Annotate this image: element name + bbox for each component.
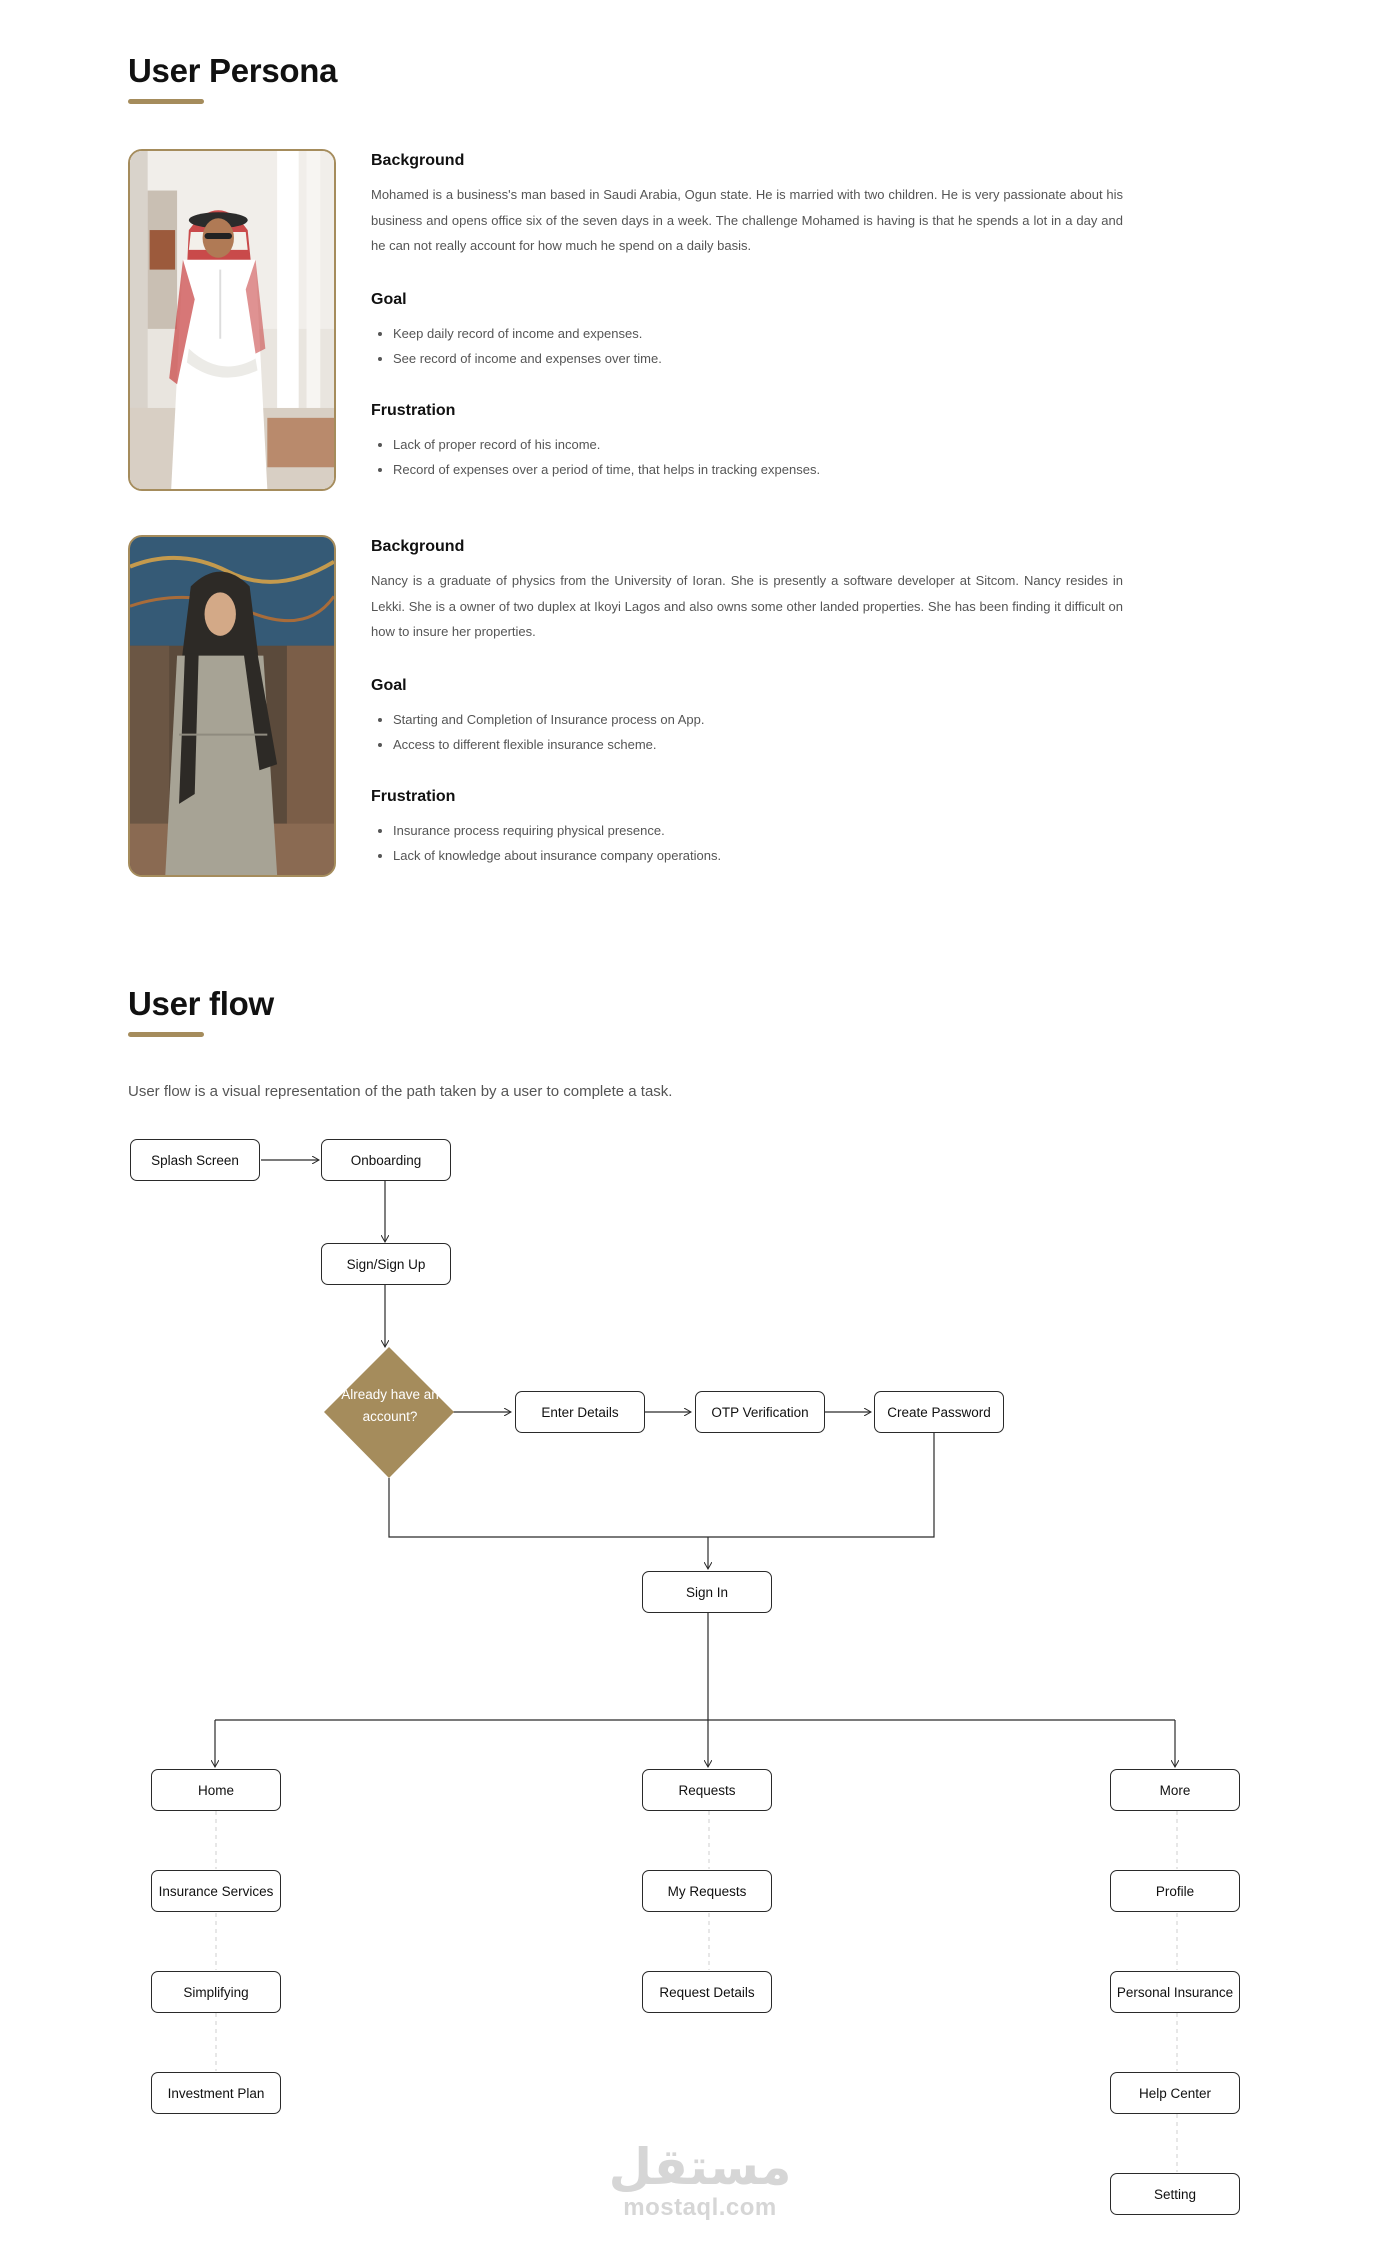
node-request-details: Request Details [642, 1971, 772, 2013]
mostaql-watermark [600, 2140, 800, 2222]
persona-2-background-heading: Background [371, 538, 465, 555]
flow-intro-text: User flow is a visual representation of the path taken by a user to complete a task. [128, 1083, 673, 1100]
node-simplifying: Simplifying [151, 1971, 281, 2013]
list-item: • Access to different flexible insurance scheme. [393, 732, 1123, 758]
persona-1-background-heading: Background [371, 152, 465, 169]
node-my-requests: My Requests [642, 1870, 772, 1912]
decision-label: Already have an account? [341, 1387, 439, 1424]
list-item: • Lack of knowledge about insurance company operations. [393, 843, 1123, 869]
list-item: • Insurance process requiring physical presence. [393, 818, 1123, 844]
node-sign-signup: Sign/Sign Up [321, 1243, 451, 1285]
node-profile: Profile [1110, 1870, 1240, 1912]
persona-1-background-text: Mohamed is a business's man based in Saudi Arabia, Ogun state. He is married with two children. He is very passionate about his business and opens office six of the seven days in a week. The challenge Mohamed is having is that he spends a lot in a day and he can not really account for how much he spend on a daily basis. [371, 187, 1123, 253]
node-create-password: Create Password [874, 1391, 1004, 1433]
node-home: Home [151, 1769, 281, 1811]
node-splash-screen: Splash Screen [130, 1139, 260, 1181]
node-more: More [1110, 1769, 1240, 1811]
persona-section-title: User Persona [128, 52, 338, 89]
list-item: • See record of income and expenses over time. [393, 346, 1123, 372]
persona-2-goal-heading: Goal [371, 676, 407, 694]
watermark-latin: mostaql.com [623, 2194, 777, 2221]
node-otp-verification: OTP Verification [695, 1391, 825, 1433]
node-sign-in: Sign In [642, 1571, 772, 1613]
list-item: • Lack of proper record of his income. [393, 432, 1123, 458]
list-item: • Starting and Completion of Insurance process on App. [393, 707, 1123, 733]
node-insurance-services: Insurance Services [151, 1870, 281, 1912]
node-onboarding: Onboarding [321, 1139, 451, 1181]
persona-2-background-text: Nancy is a graduate of physics from the University of Ioran. She is presently a software developer at Sitcom. Nancy resides in Lekki. She is a owner of two duplex at Ikoyi Lagos and also owns some other landed properties. She has been finding it difficult on how to insure her properties. [371, 573, 1123, 639]
node-enter-details: Enter Details [515, 1391, 645, 1433]
node-investment-plan: Investment Plan [151, 2072, 281, 2114]
node-help-center: Help Center [1110, 2072, 1240, 2114]
list-item: • Record of expenses over a period of time, that helps in tracking expenses. [393, 457, 1123, 483]
flow-section-title: User flow [128, 985, 274, 1022]
list-item: • Keep daily record of income and expenses. [393, 321, 1123, 347]
node-requests: Requests [642, 1769, 772, 1811]
connector-merge-to-signin [389, 1433, 934, 1537]
persona-1-goal-heading: Goal [371, 290, 407, 308]
watermark-arabic: مستقل [608, 2138, 792, 2196]
node-personal-insurance: Personal Insurance [1110, 1971, 1240, 2013]
node-setting: Setting [1110, 2173, 1240, 2215]
persona-2-frustration-heading: Frustration [371, 787, 456, 805]
persona-1-frustration-heading: Frustration [371, 401, 456, 419]
